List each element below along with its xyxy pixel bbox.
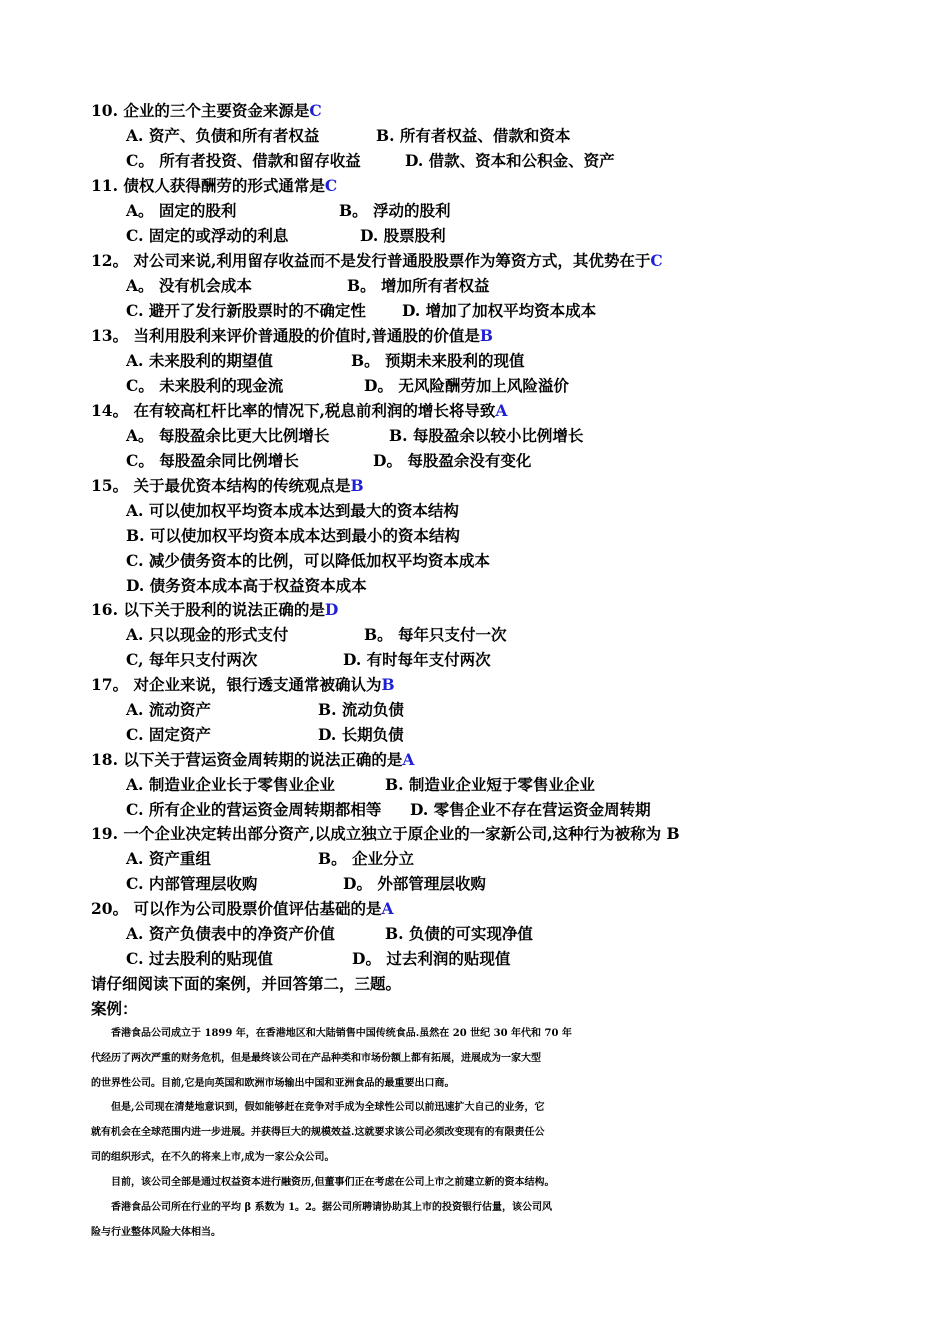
option: C. 减少债务资本的比例，可以降低加权平均资本成本: [126, 551, 490, 570]
case-text-line: 代经历了两次严重的财务危机，但是最终该公司在产品种类和市场份额上都有拓展，进展成为一家大型: [91, 1053, 541, 1064]
case-text-line: 就有机会在全球范围内进一步进展。并获得巨大的规模效益.这就要求该公司必须改变现有的有限责任公: [91, 1127, 545, 1138]
answer-letter: B: [479, 326, 493, 345]
option: C。 所有者投资、借款和留存收益: [126, 151, 361, 170]
question-stem: 19. 一个企业决定转出部分资产,以成立独立于原企业的一家新公司,这种行为被称为 B: [91, 824, 680, 843]
option: D. 增加了加权平均资本成本: [402, 301, 597, 320]
option: C. 固定的或浮动的利息: [126, 226, 289, 245]
option: D. 股票股利: [360, 226, 446, 245]
option: A。 没有机会成本: [126, 276, 252, 295]
option: D。 过去利润的贴现值: [352, 949, 511, 968]
option: A。 固定的股利: [126, 201, 237, 220]
option: C. 避开了发行新股票时的不确定性: [126, 301, 366, 320]
question-stem: 12。 对公司来说,利用留存收益而不是发行普通股股票作为筹资方式，其优势在于: [91, 251, 651, 270]
option: D。 每股盈余没有变化: [373, 451, 532, 470]
option: D. 债务资本成本高于权益资本成本: [126, 576, 367, 595]
option: B. 所有者权益、借款和资本: [376, 126, 571, 145]
case-text-line: 香港食品公司所在行业的平均 β 系数为 1。2。据公司所聘请协助其上市的投资银行估量，该公司风: [91, 1202, 553, 1213]
option: D. 借款、资本和公积金、资产: [405, 151, 615, 170]
option: B。 预期未来股利的现值: [351, 351, 525, 370]
option: A. 未来股利的期望值: [126, 351, 273, 370]
question-13: [91, 326, 493, 346]
option: C, 每年只支付两次: [126, 650, 258, 669]
answer-letter: B: [381, 675, 395, 694]
option: B. 流动负债: [318, 700, 404, 719]
question-10: [91, 101, 322, 121]
option: C. 所有企业的营运资金周转期都相等: [126, 800, 382, 819]
question-stem: 14。 在有较高杠杆比率的情况下,税息前利润的增长将导致: [91, 401, 496, 420]
question-stem: 11. 债权人获得酬劳的形式通常是: [91, 176, 325, 195]
option: B. 每股盈余以较小比例增长: [389, 426, 584, 445]
case-text-line: 但是,公司现在清楚地意识到，假如能够赶在竞争对手成为全球性公司以前迅速扩大自己的业务，它: [91, 1102, 545, 1113]
question-11: [91, 176, 337, 196]
answer-letter: D: [324, 600, 339, 619]
case-text-line: 目前，该公司全部是通过权益资本进行融资历,但董事们正在考虑在公司上市之前建立新的资本结构。: [91, 1177, 555, 1188]
option: C。 未来股利的现金流: [126, 376, 284, 395]
question-12: [91, 251, 663, 271]
question-stem: 10. 企业的三个主要资金来源是: [91, 101, 310, 120]
question-19: [91, 824, 680, 844]
question-stem: 17。 对企业来说，银行透支通常被确认为: [91, 675, 382, 694]
option: D. 零售企业不存在营运资金周转期: [410, 800, 651, 819]
answer-letter: A: [402, 750, 415, 769]
answer-letter: C: [324, 176, 338, 195]
answer-letter: C: [650, 251, 663, 270]
answer-letter: A: [381, 899, 394, 918]
question-15: [91, 476, 364, 496]
case-label: 案例：: [91, 999, 138, 1018]
case-text-line: 司的组织形式，在不久的将来上市,成为一家公众公司。: [91, 1152, 335, 1163]
question-17: [91, 675, 395, 695]
option: A. 资产重组: [126, 849, 211, 868]
option: A. 制造业企业长于零售业企业: [126, 775, 335, 794]
option: D。 无风险酬劳加上风险溢价: [364, 376, 569, 395]
option: B. 可以使加权平均资本成本达到最小的资本结构: [126, 526, 460, 545]
option: B。 浮动的股利: [339, 201, 451, 220]
case-text-line: 的世界性公司。目前,它是向英国和欧洲市场输出中国和亚洲食品的最重要出口商。: [91, 1078, 455, 1089]
case-text-line: 险与行业整体风险大体相当。: [91, 1227, 221, 1238]
option: B。 每年只支付一次: [364, 625, 507, 644]
question-stem: 15。 关于最优资本结构的传统观点是: [91, 476, 351, 495]
case-intro: 请仔细阅读下面的案例，并回答第二，三题。: [91, 974, 402, 993]
option: A. 流动资产: [126, 700, 211, 719]
option: C. 固定资产: [126, 725, 211, 744]
answer-letter: C: [309, 101, 322, 120]
option: B。 增加所有者权益: [347, 276, 490, 295]
option: C。 每股盈余同比例增长: [126, 451, 299, 470]
option: A. 可以使加权平均资本成本达到最大的资本结构: [126, 501, 459, 520]
question-stem: 18. 以下关于营运资金周转期的说法正确的是: [91, 750, 403, 769]
option: A。 每股盈余比更大比例增长: [126, 426, 330, 445]
option: A. 资产负债表中的净资产价值: [126, 924, 335, 943]
option: C. 过去股利的贴现值: [126, 949, 273, 968]
option: B。 企业分立: [318, 849, 414, 868]
question-20: [91, 899, 394, 919]
option: D。 外部管理层收购: [343, 874, 486, 893]
question-stem: 13。 当利用股利来评价普通股的价值时,普通股的价值是: [91, 326, 480, 345]
option: B. 制造业企业短于零售业企业: [385, 775, 595, 794]
answer-letter: A: [495, 401, 508, 420]
question-18: [91, 750, 414, 770]
question-14: [91, 401, 507, 421]
option: D. 有时每年支付两次: [343, 650, 491, 669]
question-stem: 16. 以下关于股利的说法正确的是: [91, 600, 325, 619]
answer-letter: B: [350, 476, 364, 495]
question-stem: 20。 可以作为公司股票价值评估基础的是: [91, 899, 382, 918]
option: A. 资产、负债和所有者权益: [126, 126, 320, 145]
option: B. 负债的可实现净值: [385, 924, 533, 943]
option: D. 长期负债: [318, 725, 404, 744]
option: C. 内部管理层收购: [126, 874, 258, 893]
case-text-line: 香港食品公司成立于 1899 年，在香港地区和大陆销售中国传统食品.虽然在 20 世纪 30 年代和 70 年: [91, 1028, 572, 1039]
question-16: [91, 600, 338, 620]
option: A. 只以现金的形式支付: [126, 625, 289, 644]
